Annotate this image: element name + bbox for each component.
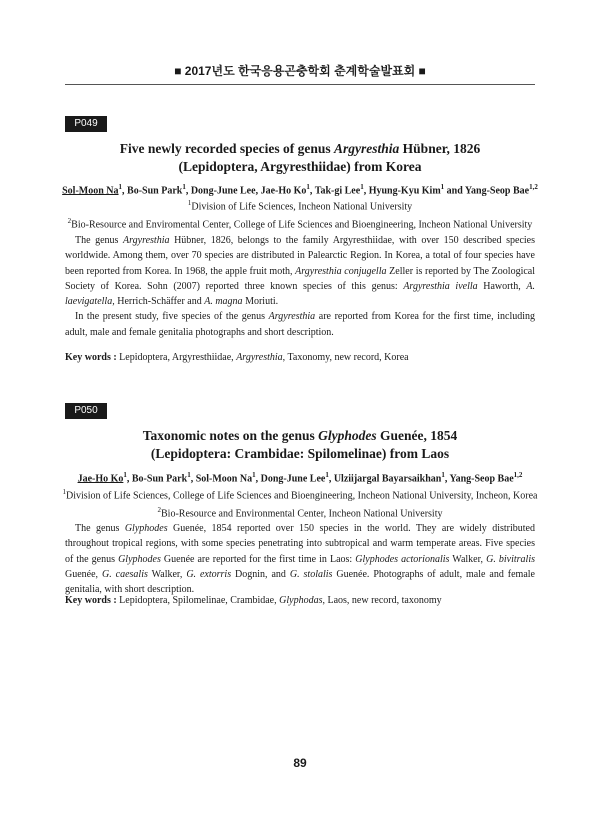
author-name: Sol-Moon Na	[195, 473, 253, 485]
abstract-body	[65, 233, 535, 340]
conference-header: ■ 2017년도 한국응용곤충학회 춘계학술발표회 ■	[174, 64, 426, 78]
paragraph: The genus Argyresthia Hübner, 1826, belongs to the family Argyresthiidae, with over 150 described species worldwide. Among them, over 70 species are distributed in Palearctic Region. In Korea, a total of four species have been reported from Korea. In 1968, the apple fruit moth, Argyresthia conjugella Zeller is reported by The Zoological Society of Korea. Sohn (2007) reported three known species of this genus: Argyresthia ivella Haworth, A. laevigatella, Herrich-Schäffer and A. magna Moriuti.	[65, 235, 536, 308]
abstract-id-tag: P049	[65, 116, 107, 132]
author-list: Jae-Ho Ko$^1$, Bo-Sun Park$^1$, Sol-Moon Na$^1$, Dong-June Lee$^1$, Ulziijargal Bayarsaikhan$^1$, Yang-Seop Bae$^{1,2}$	[77, 471, 523, 485]
author-name: Ulziijargal Bayarsaikhan	[333, 473, 442, 485]
author-name: Dong-June Lee	[260, 473, 326, 485]
author-name: Bo-Sun Park	[131, 473, 188, 485]
affiliation: $^1$Division of Life Sciences, Incheon National University	[187, 199, 413, 213]
affiliation-list	[55, 485, 545, 522]
abstract-id-tag: P050	[65, 403, 107, 419]
affiliation-list	[55, 196, 545, 233]
affiliation: $^1$Division of Life Sciences, College of Life Sciences and Bioengineering, Incheon National University, Incheon, Korea	[62, 488, 538, 502]
header-divider	[65, 84, 535, 85]
abstract-title	[65, 427, 535, 463]
keywords: Key words : Lepidoptera, Argyresthiidae, Argyresthia, Taxonomy, new record, Korea	[65, 352, 409, 363]
paragraph: The genus Glyphodes Guenée, 1854 reported over 150 species in the world. They are widely distributed throughout tropical regions, with some species penetrating into subtropical and warm temperate areas. Five species of the genus Glyphodes Guenée are reported for the first time in Laos: Glyphodes actorionalis Walker, G. bivitralis Guenée, G. caesalis Walker, G. extorris Dognin, and G. stolalis Guenée. Photographs of adult, male and female genitalia, with short description.	[65, 523, 535, 596]
keywords: Key words : Lepidoptera, Spilomelinae, Crambidae, Glyphodas, Laos, new record, taxonomy	[65, 595, 442, 606]
author-name: Bo-Sun Park	[127, 185, 183, 197]
author-name: Jae-Ho Ko	[260, 185, 307, 197]
affiliation: $^2$Bio-Resource and Environmental Center, Incheon National University	[157, 506, 443, 520]
author-name: Tak-gi Lee	[314, 185, 361, 197]
title-line-2: (Lepidoptera: Crambidae: Spilomelinae) from Laos	[150, 446, 450, 461]
author-name: Sol-Moon Na	[62, 185, 119, 197]
title-line-1: Taxonomic notes on the genus Glyphodes Guenée, 1854	[142, 428, 458, 443]
paragraph: In the present study, five species of the genus Argyresthia are reported from Korea for the first time, including adult, male and female genitalia photographs and short description.	[65, 311, 536, 338]
author-name: Yang-Seop Bae	[464, 185, 530, 197]
author-list: Sol-Moon Na$^1$, Bo-Sun Park$^1$, Dong-June Lee, Jae-Ho Ko$^1$, Tak-gi Lee$^1$, Hyung-Kyu Kim$^1$ and Yang-Seop Bae$^{1,2}$	[62, 183, 538, 197]
author-name: Dong-June Lee	[190, 185, 256, 197]
title-line-2: (Lepidoptera, Argyresthiidae) from Korea	[178, 159, 422, 174]
author-name: Jae-Ho Ko	[77, 473, 124, 485]
title-line-1: Five newly recorded species of genus Argyresthia Hübner, 1826	[119, 141, 481, 156]
author-name: Hyung-Kyu Kim	[368, 185, 441, 197]
affiliation: $^2$Bio-Resource and Enviromental Center, College of Life Sciences and Bioengineering, Incheon National University	[67, 217, 533, 231]
author-name: Yang-Seop Bae	[449, 473, 514, 485]
abstract-title	[65, 140, 535, 176]
abstract-body	[65, 521, 535, 597]
page-number: 89	[293, 756, 307, 770]
